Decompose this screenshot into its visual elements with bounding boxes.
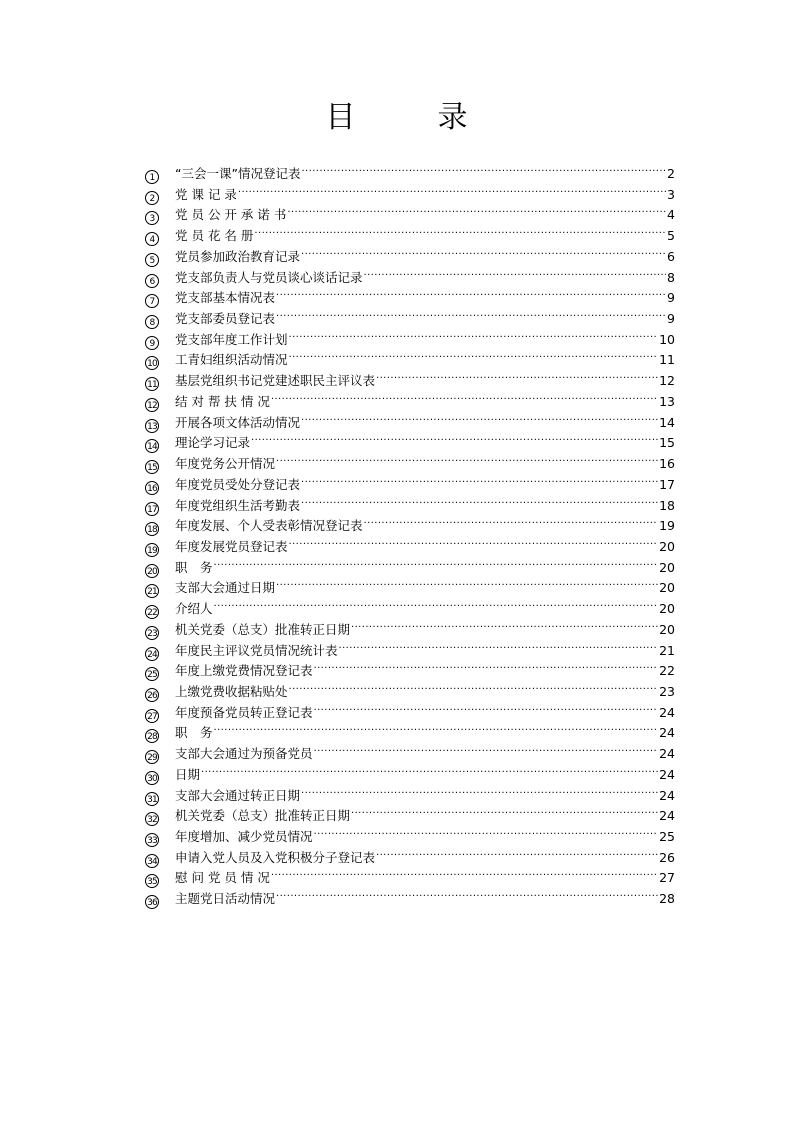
toc-entry[interactable] [145,158,675,183]
toc-entry-page-number: 20 [659,580,675,596]
toc-entry-page-number: 20 [659,538,675,554]
toc-entry-page-number: 11 [659,352,675,368]
circled-number: 14 [145,439,159,453]
circled-number: 31 [145,792,159,806]
toc-entry-page-number: 2 [667,166,675,181]
toc-entry[interactable] [145,614,675,639]
toc-entry-label: 慰 问 党 员 情 况 [175,870,270,886]
dot-leader [314,655,659,675]
dot-leader [301,490,658,510]
page-title: 目 录 [325,100,494,135]
toc-entry-page-number: 24 [659,725,675,741]
toc-entry-label: 支部大会通过转正日期 [175,787,301,803]
dot-leader [301,407,658,427]
dot-leader [271,862,658,882]
toc-entry-page-number: 16 [659,456,675,472]
circled-number: 15 [145,460,159,474]
dot-leader [271,386,658,406]
dot-leader [351,800,658,820]
toc-entry-page-number: 8 [667,269,675,285]
dot-leader [301,241,666,261]
circled-number: 3 [145,211,159,225]
circled-number: 28 [145,729,159,743]
toc-entry-page-number: 22 [659,663,675,679]
toc-entry-page-number: 17 [659,476,675,492]
dot-leader [289,344,659,364]
toc-entry-label: 党支部年度工作计划 [175,331,288,347]
circled-number: 19 [145,543,159,557]
circled-number: 27 [145,709,159,723]
dot-leader [376,365,658,385]
dot-leader [214,552,659,572]
circled-number: 16 [145,481,159,495]
toc-entry-label: 党员参加政治教育记录 [175,248,301,264]
toc-entry-page-number: 5 [667,228,675,244]
toc-entry-label: “三会一课”情况登记表 [175,166,301,181]
toc-entry-label: 年度增加、减少党员情况 [175,829,313,844]
toc-entry-label: 年度上缴党费情况登记表 [175,663,313,679]
toc-entry-page-number: 13 [659,393,675,409]
circled-number: 4 [145,232,159,246]
toc-entry-label: 机关党委（总支）批准转正日期 [175,621,351,637]
dot-leader [301,780,658,800]
circled-number: 33 [145,833,159,847]
toc-entry-page-number: 12 [659,373,675,389]
toc-entry-page-number: 3 [667,186,675,202]
circled-number: 21 [145,584,159,598]
toc-entry-label: 职 务 [175,559,213,575]
toc-entry[interactable] [145,717,675,743]
toc-entry-label: 年度党务公开情况 [175,456,276,472]
toc-entry-page-number: 24 [659,746,675,762]
dot-leader [314,697,659,717]
dot-leader [276,448,658,468]
circled-number: 11 [145,377,159,391]
toc-entry-label: 主题党日活动情况 [175,891,276,907]
circled-number: 22 [145,605,159,619]
toc-entry-page-number: 24 [659,704,675,720]
circled-number: 1 [145,170,159,184]
toc-entry-page-number: 10 [659,331,675,347]
dot-leader [301,158,666,178]
dot-leader [276,883,658,903]
dot-leader [289,531,659,551]
circled-number: 30 [145,771,159,785]
dot-leader [289,676,659,696]
circled-number: 24 [145,647,159,661]
toc-entry-label: 上缴党费收据粘贴处 [175,683,288,699]
toc-entry-label: 年度党员受处分登记表 [175,476,301,492]
circled-number: 8 [145,315,159,329]
toc-entry-label: 理论学习记录 [175,435,251,451]
toc-entry-label: 工青妇组织活动情况 [175,352,288,368]
circled-number: 23 [145,626,159,640]
dot-leader [376,842,658,862]
circled-number: 35 [145,874,159,888]
circled-number: 32 [145,812,159,826]
dot-leader [287,199,666,219]
toc-entry-label: 党支部基本情况表 [175,290,276,306]
circled-number: 12 [145,398,159,412]
toc-entry-label: 年度民主评议党员情况统计表 [175,642,338,658]
dot-leader [364,262,667,282]
circled-number: 18 [145,522,159,536]
toc-entry-label: 介绍人 [175,601,213,617]
circled-number: 17 [145,502,159,516]
table-of-contents [145,158,675,909]
toc-entry-label: 支部大会通过日期 [175,580,276,596]
toc-entry[interactable] [145,572,675,598]
circled-number: 34 [145,854,159,868]
toc-entry-label: 党 课 记 录 [175,186,237,202]
toc-entry-label: 党 员 花 名 册 [175,228,254,244]
dot-leader [301,469,658,489]
toc-entry[interactable] [145,780,675,805]
toc-entry[interactable] [145,552,675,577]
toc-entry-page-number: 15 [659,435,675,451]
dot-leader [314,738,659,758]
circled-number: 36 [145,895,159,909]
toc-entry-page-number: 24 [659,766,675,782]
toc-entry-page-number: 14 [659,414,675,430]
toc-entry-page-number: 24 [659,787,675,803]
dot-leader [314,821,659,841]
toc-entry-label: 年度发展、个人受表彰情况登记表 [175,518,363,534]
circled-number: 13 [145,419,159,433]
toc-entry-label: 党 员 公 开 承 诺 书 [175,207,287,223]
toc-entry-label: 职 务 [175,725,213,741]
circled-number: 26 [145,688,159,702]
toc-entry-label: 基层党组织书记党建述职民主评议表 [175,373,376,389]
circled-number: 5 [145,253,159,267]
dot-leader [364,510,659,530]
circled-number: 10 [145,356,159,370]
circled-number: 6 [145,274,159,288]
dot-leader [276,282,666,302]
toc-entry-label: 年度发展党员登记表 [175,538,288,554]
toc-entry-page-number: 28 [659,891,675,907]
dot-leader [214,593,659,613]
dot-leader [201,759,658,779]
circled-number: 2 [145,191,159,205]
toc-entry-label: 年度党组织生活考勤表 [175,497,301,513]
toc-entry[interactable] [145,738,675,764]
toc-entry-label: 党支部负责人与党员谈心谈话记录 [175,269,363,285]
dot-leader [289,324,659,344]
toc-entry-page-number: 27 [659,870,675,886]
dot-leader [339,635,659,655]
toc-entry-page-number: 23 [659,683,675,699]
toc-entry-label: 机关党委（总支）批准转正日期 [175,808,351,824]
toc-entry-label: 申请入党人员及入党积极分子登记表 [175,849,376,865]
toc-entry-label: 年度预备党员转正登记表 [175,704,313,720]
toc-entry-page-number: 9 [667,311,675,327]
toc-entry-label: 结 对 帮 扶 情 况 [175,393,270,409]
toc-entry-page-number: 24 [659,808,675,824]
toc-entry-label: 开展各项文体活动情况 [175,414,301,430]
toc-entry-page-number: 20 [659,601,675,617]
dot-leader [238,179,666,199]
toc-entry-page-number: 9 [667,290,675,306]
toc-entry-page-number: 20 [659,559,675,575]
toc-entry-page-number: 21 [659,642,675,658]
dot-leader [351,614,658,634]
dot-leader [276,572,658,592]
circled-number: 25 [145,667,159,681]
toc-entry[interactable] [145,759,675,784]
toc-entry-page-number: 6 [667,248,675,264]
toc-entry-page-number: 26 [659,849,675,865]
toc-entry-page-number: 18 [659,497,675,513]
circled-number: 20 [145,564,159,578]
dot-leader [276,303,666,323]
toc-entry-page-number: 25 [659,829,675,844]
dot-leader [251,427,658,447]
toc-entry-label: 支部大会通过为预备党员 [175,746,313,762]
toc-entry-label: 党支部委员登记表 [175,311,276,327]
toc-entry-label: 日期 [175,766,201,782]
toc-entry[interactable] [145,593,675,619]
circled-number: 7 [145,294,159,308]
toc-entry-page-number: 19 [659,518,675,534]
toc-entry-page-number: 4 [667,207,675,223]
dot-leader [254,220,666,240]
circled-number: 29 [145,750,159,764]
toc-entry-page-number: 20 [659,621,675,637]
dot-leader [214,717,659,737]
circled-number: 9 [145,336,159,350]
